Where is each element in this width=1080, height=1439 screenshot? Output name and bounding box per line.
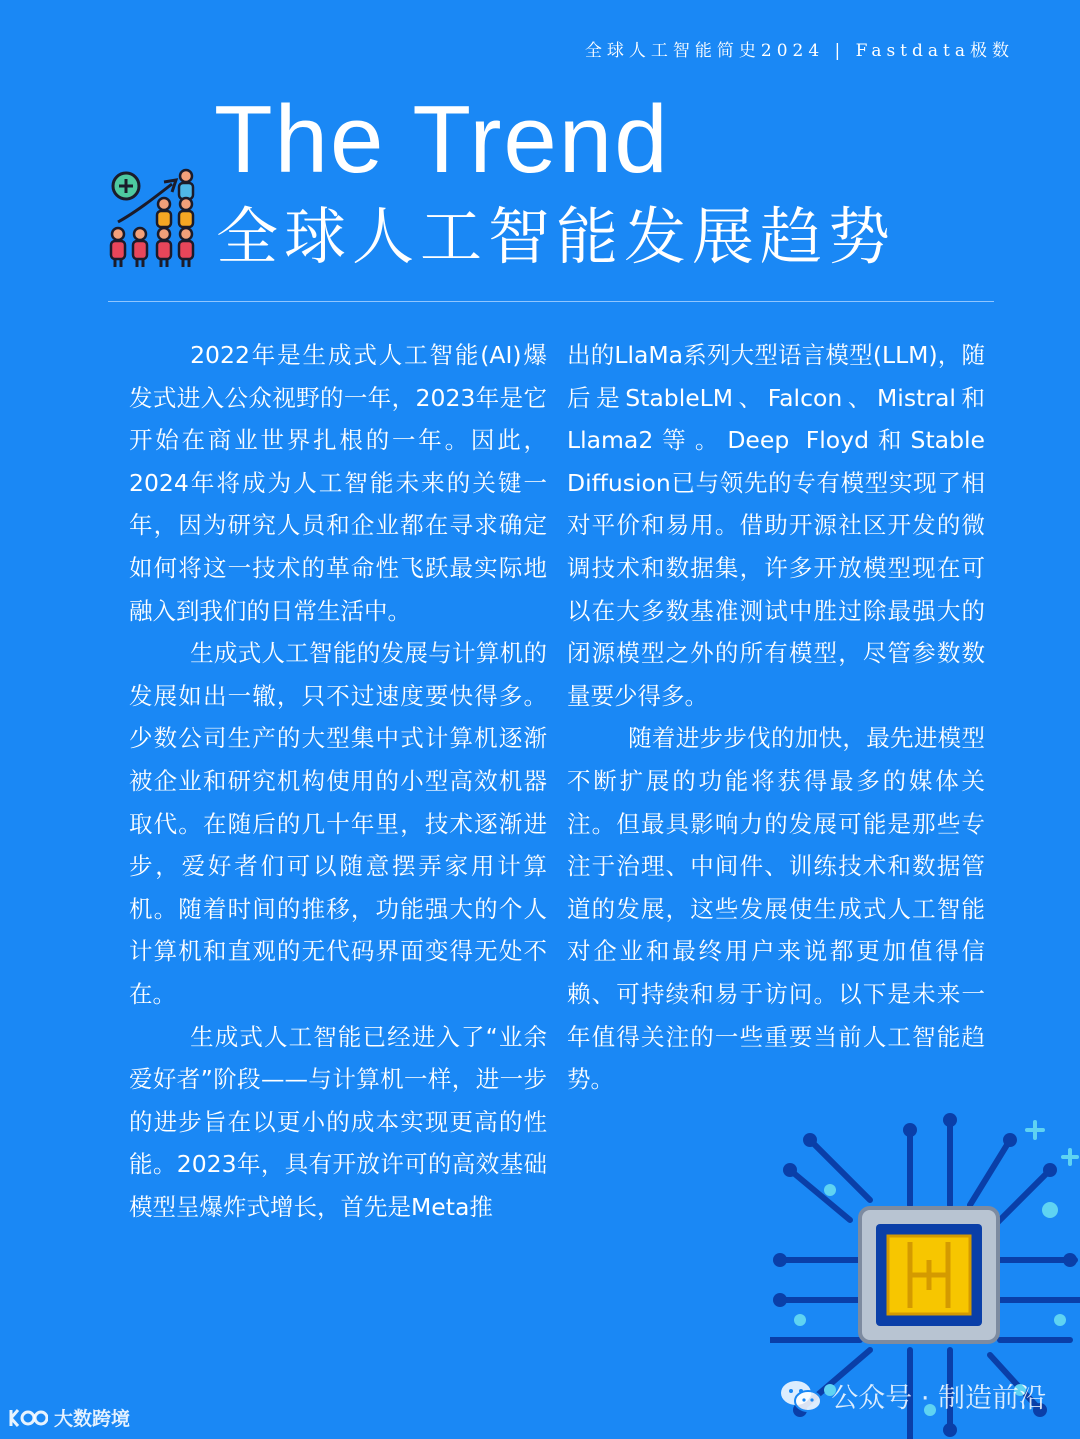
article-column-right (567, 334, 985, 1101)
title-english: The Trend (214, 86, 670, 193)
paragraph: 生成式人工智能已经进入了“业余爱好者”阶段——与计算机一样，进一步的进步旨在以更小的成本实现更高的性能。2023年，具有开放许可的高效基础模型呈爆炸式增长，首先是Meta推 (129, 1022, 547, 1221)
corner-brand (8, 1404, 130, 1431)
running-title: 全球人工智能简史2024 | Fastdata极数 (584, 41, 1014, 61)
title-divider (108, 301, 994, 302)
watermark-text: 公众号 · 制造前沿 (831, 1383, 1046, 1414)
paragraph: 2022年是生成式人工智能(AI)爆发式进入公众视野的一年，2023年是它开始在商业世界扎根的一年。因此，2024年将成为人工智能未来的关键一年，因为研究人员和企业都在寻求确定如何将这一技术的革命性飞跃最实际地融入到我们的日常生活中。 (129, 341, 547, 625)
paragraph: 生成式人工智能的发展与计算机的发展如出一辙，只不过速度要快得多。少数公司生产的大型集中式计算机逐渐被企业和研究机构使用的小型高效机器取代。在随后的几十年里，技术逐渐进步，爱好者们可以随意摆弄家用计算机。随着时间的推移，功能强大的个人计算机和直观的无代码界面变得无处不在。 (129, 639, 547, 1008)
article-column-left (129, 334, 547, 1228)
watermark (779, 1376, 1046, 1415)
title-chinese: 全球人工智能发展趋势 (216, 200, 897, 273)
paragraph: 随着进步步伐的加快，最先进模型不断扩展的功能将获得最多的媒体关注。但最具影响力的发展可能是那些专注于治理、中间件、训练技术和数据管道的发展，这些发展使生成式人工智能对企业和最终用户来说都更加值得信赖、可持续和易于访问。以下是未来一年值得关注的一些重要当前人工智能趋势。 (567, 724, 985, 1094)
growth-people-chart-icon (106, 164, 200, 270)
wechat-icon (779, 1378, 823, 1414)
corner-brand-text: 大数跨境 (54, 1408, 131, 1430)
brand-logo-icon (8, 1406, 48, 1430)
paragraph: 出的LlaMa系列大型语言模型(LLM)，随后是StableLM、Falcon、Mistral和Llama2等。Deep Floyd和Stable Diffusion已与领先的专有模型实现了相对平价和易用。借助开源社区开发的微调技术和数据集，许多开放模型现在可以在大多数基准测试中胜过除最强大的闭源模型之外的所有模型，尽管参数数量要少得多。 (567, 341, 985, 710)
